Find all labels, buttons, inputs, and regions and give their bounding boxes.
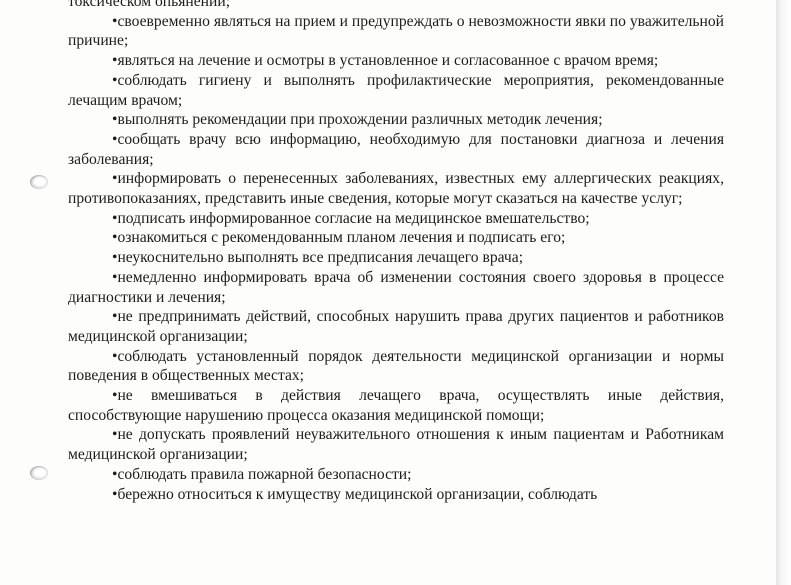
list-item: •не предпринимать действий, способных нарушить права других пациентов и работников медицинской организации; — [68, 308, 724, 345]
list-item: •ознакомиться с рекомендованным планом лечения и подписать его; — [112, 229, 566, 247]
list-item: •являться на лечение и осмотры в установленное и согласованное с врачом время; — [112, 52, 659, 70]
list-item: •своевременно являться на прием и предупреждать о невозможности явки по уважительной причине; — [68, 12, 724, 50]
punch-hole-bottom — [30, 466, 48, 480]
list-item: •не допускать проявлений неуважительного отношения к иным пациентам и Работникам медицинской организации; — [68, 426, 724, 464]
paragraph-continuation: токсическом опьянении; — [68, 0, 231, 10]
list-item: •соблюдать правила пожарной безопасности; — [112, 465, 412, 483]
document-body — [68, 0, 724, 504]
list-item: •неукоснительно выполнять все предписания лечащего врача; — [112, 249, 524, 267]
page-edge-shadow — [776, 0, 791, 585]
list-item: •соблюдать гигиену и выполнять профилактические мероприятия, рекомендованные лечащим врачом; — [68, 71, 724, 109]
list-item: •немедленно информировать врача об изменении состояния своего здоровья в процессе диагностики и лечения; — [68, 268, 724, 306]
list-item: •подписать информированное согласие на медицинское вмешательство; — [112, 209, 590, 227]
list-item: •выполнять рекомендации при прохождении различных методик лечения; — [112, 111, 603, 129]
list-item: •информировать о перенесенных заболеваниях, известных ему аллергических реакциях, противопоказаниях, представить иные сведения, которые могут сказаться на качестве услуг; — [68, 170, 724, 208]
list-item: •соблюдать установленный порядок деятельности медицинской организации и нормы поведения в общественных местах; — [68, 347, 724, 385]
punch-hole-top — [30, 175, 48, 189]
list-item: •не вмешиваться в действия лечащего врача, осуществлять иные действия, способствующие нарушению процесса оказания медицинской помощи; — [68, 387, 724, 424]
list-item: •бережно относиться к имуществу медицинской организации, соблюдать — [112, 485, 598, 503]
list-item: •сообщать врачу всю информацию, необходимую для постановки диагноза и лечения заболевания; — [68, 130, 724, 168]
